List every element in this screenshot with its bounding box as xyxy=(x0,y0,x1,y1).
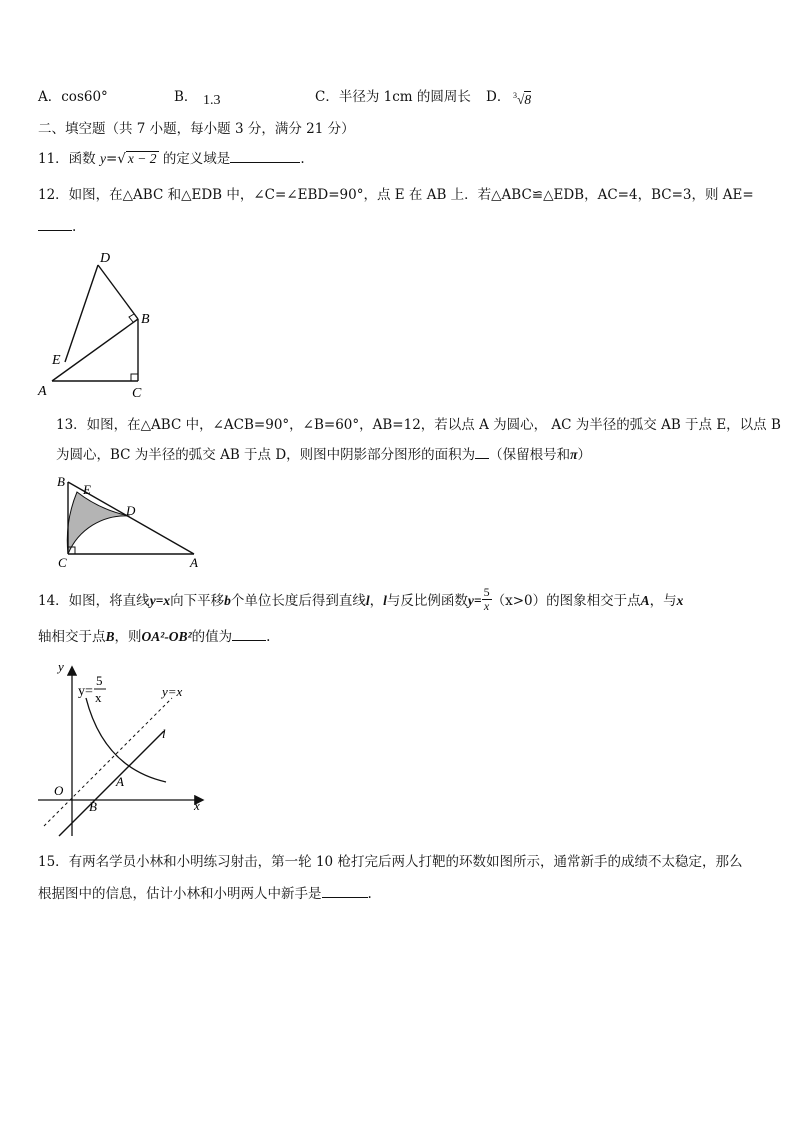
label-curve-y: y= xyxy=(78,684,93,699)
label-a: A xyxy=(38,384,47,399)
answer-blank xyxy=(232,628,266,641)
label-b: B xyxy=(89,799,97,814)
label-c: C xyxy=(132,386,142,400)
question-14-line2: 轴相交于点B，则OA²-OB²的值为 . xyxy=(38,629,271,645)
label-y-axis: y xyxy=(58,659,64,674)
shaded-sector-figure-q13 xyxy=(52,474,204,572)
label-b: B xyxy=(141,312,150,327)
label-line-yx: y=x xyxy=(162,684,183,699)
option-c: C．半径为 1cm 的圆周长 xyxy=(315,89,471,105)
segment-ab xyxy=(52,319,138,381)
question-14-line1: 14．如图，将直线y=x向下平移b个单位长度后得到直线l，l与反比例函数y= $\frac{5}{x}$ （x>0）的图象相交于点A，与x xyxy=(38,585,684,613)
label-b: B xyxy=(57,474,65,489)
option-d-cuberoot: $^3$√8 xyxy=(513,91,532,107)
question-15-line2: 根据图中的信息，估计小林和小明两人中新手是 . xyxy=(38,886,372,902)
answer-blank xyxy=(322,885,368,898)
label-l: l xyxy=(162,726,166,741)
option-b-label: B． xyxy=(174,89,198,105)
sqrt-expression: x − 2 xyxy=(127,151,157,166)
label-a: A xyxy=(190,555,198,570)
label-x-axis: x xyxy=(194,798,200,813)
line-y-equals-x xyxy=(44,698,172,826)
option-b-value: 1.3 xyxy=(203,93,221,108)
option-d-label: D． xyxy=(486,89,511,105)
question-13-line1: 13．如图，在△ABC 中，∠ACB=90°，∠B=60°，AB=12，若以点 A 为圆心， AC 为半径的弧交 AB 于点 E，以点 B xyxy=(56,417,781,433)
q10-options xyxy=(38,88,578,108)
segment-de xyxy=(65,265,98,362)
segment-db xyxy=(98,265,138,319)
label-curve-num: 5 xyxy=(96,673,103,688)
triangle-figure-q12 xyxy=(30,248,170,400)
question-15-line1: 15．有两名学员小林和小明练习射击，第一轮 10 枪打完后两人打靶的环数如图所示，通常新手的成绩不太稳定，那么 xyxy=(38,854,743,870)
section-title: 二、填空题（共 7 小题，每小题 3 分，满分 21 分） xyxy=(38,121,355,137)
label-curve-den: x xyxy=(95,690,102,705)
answer-blank xyxy=(475,446,489,459)
right-angle-b xyxy=(129,314,134,322)
question-12: 12．如图，在△ABC 和△EDB 中，∠C=∠EBD=90°，点 E 在 AB 上．若△ABC≌△EDB，AC=4，BC=3，则 AE= xyxy=(38,187,754,203)
label-e: E xyxy=(83,482,91,497)
answer-blank xyxy=(38,218,72,231)
label-e: E xyxy=(52,353,61,368)
label-d: D xyxy=(100,251,111,266)
question-11: 11．函数 y=√ x − 2 的定义域是 . xyxy=(38,151,305,167)
answer-blank xyxy=(230,150,300,163)
label-a: A xyxy=(116,774,124,789)
right-angle-c xyxy=(131,374,138,381)
option-a: A．cos60° xyxy=(38,89,108,105)
shaded-region xyxy=(67,492,129,554)
label-c: C xyxy=(58,555,67,570)
line-l xyxy=(59,731,164,836)
question-13-line2: 为圆心，BC 为半径的弧交 AB 于点 D，则图中阴影部分图形的面积为 （保留根号和π） xyxy=(56,447,592,463)
label-o: O xyxy=(54,783,64,798)
label-d: D xyxy=(126,503,136,518)
question-12-cont: . xyxy=(38,218,76,236)
fraction-5-over-x: $\frac{5}{x}$ xyxy=(483,585,490,613)
function-graph-figure-q14 xyxy=(34,658,214,840)
